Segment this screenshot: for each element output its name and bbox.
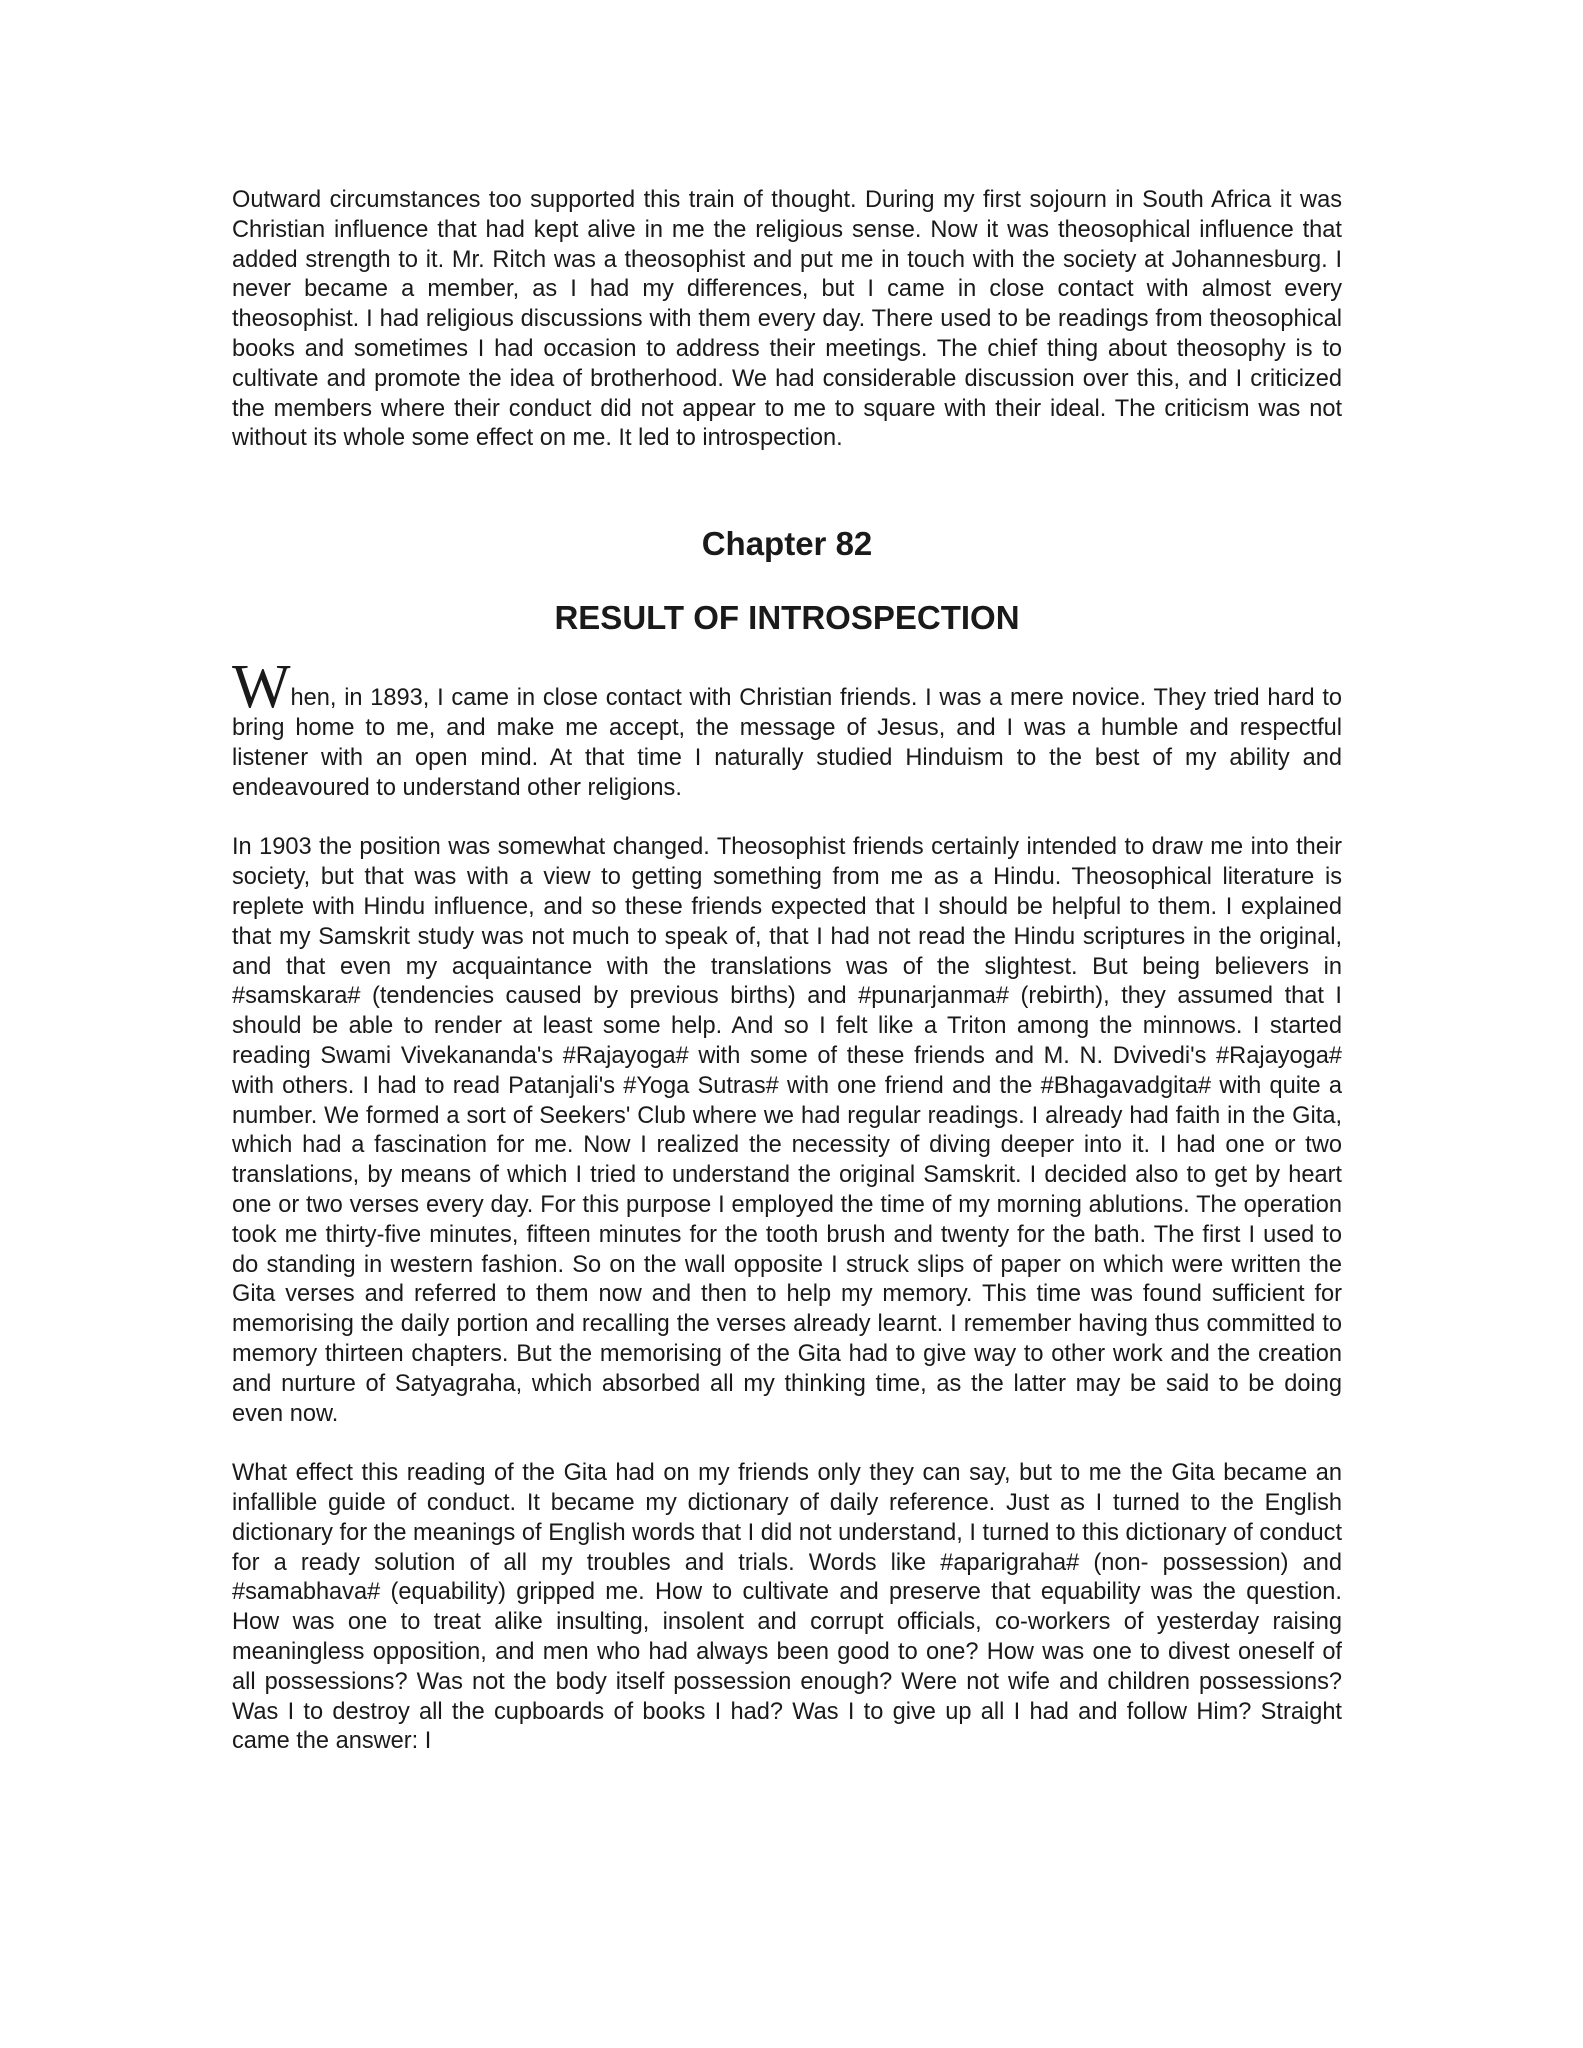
text-column — [232, 186, 1342, 1757]
opening-paragraph-text: hen, in 1893, I came in close contact with Christian friends. I was a mere novice. They tried hard to bring home to me, and make me accept, the message of Jesus, and I was a humble and respectful listener with an open mind. At that time I naturally studied Hinduism to the best of my ability and endeavoured to understand other religions. — [232, 685, 1342, 801]
chapter-title-heading: RESULT OF INTROSPECTION — [554, 599, 1020, 637]
chapter-number-heading: Chapter 82 — [701, 525, 873, 563]
body-paragraph-opening — [232, 653, 1342, 803]
body-paragraph: In 1903 the position was somewhat changed. Theosophist friends certainly intended to draw me into their society, but that was with a view to getting something from me as a Hindu. Theosophical literature is replete with Hindu influence, and so these friends expected that I should be helpful to them. I explained that my Samskrit study was not much to speak of, that I had not read the Hindu scriptures in the original, and that even my acquaintance with the translations was of the slightest. But being believers in #samskara# (tendencies caused by previous births) and #punarjanma# (rebirth), they assumed that I should be able to render at least some help. And so I felt like a Triton among the minnows. I started reading Swami Vivekananda's #Rajayoga# with some of these friends and M. N. Dvivedi's #Rajayoga# with others. I had to read Patanjali's #Yoga Sutras# with one friend and the #Bhagavadgita# with quite a number. We formed a sort of Seekers' Club where we had regular readings. I already had faith in the Gita, which had a fascination for me. Now I realized the necessity of diving deeper into it. I had one or two translations, by means of which I tried to understand the original Samskrit. I decided also to get by heart one or two verses every day. For this purpose I employed the time of my morning ablutions. The operation took me thirty-five minutes, fifteen minutes for the tooth brush and twenty for the bath. The first I used to do standing in western fashion. So on the wall opposite I struck slips of paper on which were written the Gita verses and referred to them now and then to help my memory. This time was found sufficient for memorising the daily portion and recalling the verses already learnt. I remember having thus committed to memory thirteen chapters. But the memorising of the Gita had to give way to other work and the creation and nurture of Satyagraha, which absorbed all my thinking time, as the latter may be said to be doing even now. — [232, 834, 1342, 1427]
drop-cap-letter: W — [232, 653, 291, 722]
body-paragraph: What effect this reading of the Gita had on my friends only they can say, but to me the Gita became an infallible guide of conduct. It became my dictionary of daily reference. Just as I turned to the English dictionary for the meanings of English words that I did not understand, I turned to this dictionary of conduct for a ready solution of all my troubles and trials. Words like #aparigraha# (non- possession) and #samabhava# (equability) gripped me. How to cultivate and preserve that equability was the question. How was one to treat alike insulting, insolent and corrupt officials, co-workers of yesterday raising meaningless opposition, and men who had always been good to one? How was one to divest oneself of all possessions? Was not the body itself possession enough? Were not wife and children possessions? Was I to destroy all the cupboards of books I had? Was I to give up all I had and follow Him? Straight came the answer: I — [232, 1460, 1342, 1755]
body-paragraph: Outward circumstances too supported this train of thought. During my first sojourn in South Africa it was Christian influence that had kept alive in me the religious sense. Now it was theosophical influence that added strength to it. Mr. Ritch was a theosophist and put me in touch with the society at Johannesburg. I never became a member, as I had my differences, but I came in close contact with almost every theosophist. I had religious discussions with them every day. There used to be readings from theosophical books and sometimes I had occasion to address their meetings. The chief thing about theosophy is to cultivate and promote the idea of brotherhood. We had considerable discussion over this, and I criticized the members where their conduct did not appear to me to square with their ideal. The criticism was not without its whole some effect on me. It led to introspection. — [232, 187, 1342, 452]
